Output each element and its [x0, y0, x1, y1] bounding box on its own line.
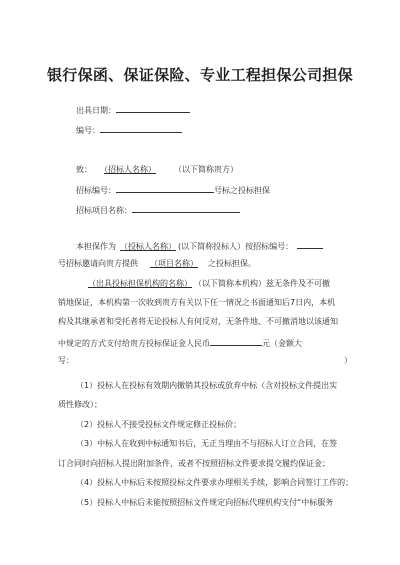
para2-line5 — [58, 356, 352, 366]
condition-item-4: （4）投标人中标后未按照投标文件要求办理相关手续，影响合同签订工作的； — [76, 478, 354, 487]
hereinafter-text: （以下简称贵方） — [178, 165, 238, 174]
issue-date-line — [76, 104, 190, 116]
condition-item-1-cont: 质性修改）； — [58, 400, 102, 409]
para2-text-b: （以下简称本机构）兹无条件及不可撤 — [198, 279, 330, 288]
condition-item-3: （3）中标人在收到中标通知书后，无正当理由不与招标人订立合同，在签 — [76, 439, 338, 448]
para2-text-d: 中规定的方式支付给贵方投标保证金人民币 — [58, 339, 210, 348]
issuer-name-placeholder: （出具投标担保机构的名称） — [88, 279, 192, 288]
para1-text-c: (以下简称投标人）按招标编号： — [178, 242, 294, 251]
para1-line1 — [76, 240, 323, 252]
issue-date-label: 出具日期： — [76, 106, 116, 115]
para1-text-a: 本担保作为 — [76, 242, 116, 251]
para2-text-e: 元（金额大 — [262, 339, 302, 348]
project-name-line — [76, 204, 240, 216]
bidder-placeholder: （招标人名称） — [104, 165, 156, 174]
tender-number-label: 招标编号： — [76, 186, 116, 195]
para2-text-f: 写： — [58, 356, 74, 365]
to-prefix: 致： — [76, 165, 92, 174]
para2-line4 — [58, 337, 302, 349]
tender-number-suffix: 号标之投标担保 — [214, 186, 270, 195]
condition-item-5: （5）投标人中标后未能按照招标文件规定向招标代理机构支付“中标服务 — [76, 498, 334, 507]
para2-line3: 构及其继承者和受托者将无论投标人有何反对，无条件地、不可撤消地以该通知 — [58, 317, 338, 326]
project-name-label: 招标项目名称： — [76, 206, 132, 215]
para1-text-f: 之投标担保。 — [208, 259, 256, 268]
para2-text-g: ） — [344, 356, 352, 365]
condition-item-3-cont: 订合同时向招标人提出附加条件，或者不按照招标文件要求提交履约保证金； — [58, 459, 330, 468]
issue-date-blank — [116, 104, 190, 113]
amount-blank — [210, 337, 262, 346]
serial-number-label: 编号： — [76, 126, 100, 135]
condition-item-1: （1）投标人在投标有效期内撤销其投标或放弃中标（含对投标文件提出实 — [76, 381, 338, 390]
project-name-blank — [132, 204, 240, 213]
para2-line1 — [76, 279, 330, 289]
para2-line2: 销地保证，本机构第一次收到贵方有关以下任一情况之书面通知后7日内，本机 — [58, 298, 336, 307]
para1-text-d: 号招标邀请向贵方提供 — [58, 259, 138, 268]
para1-tender-blank — [297, 240, 323, 249]
addressee-line — [76, 165, 238, 175]
serial-number-blank — [100, 124, 182, 133]
bidder-name-placeholder: （投标人名称） — [120, 242, 176, 251]
document-title: 银行保函、保证保险、专业工程担保公司担保 — [46, 66, 353, 84]
para1-line2 — [58, 259, 256, 269]
project-name-placeholder: （项目名称） — [150, 259, 198, 268]
tender-number-line — [76, 184, 270, 196]
tender-number-blank — [116, 184, 214, 193]
condition-item-2: （2）投标人不接受投标文件规定修正投标价； — [76, 420, 242, 429]
serial-number-line — [76, 124, 182, 136]
